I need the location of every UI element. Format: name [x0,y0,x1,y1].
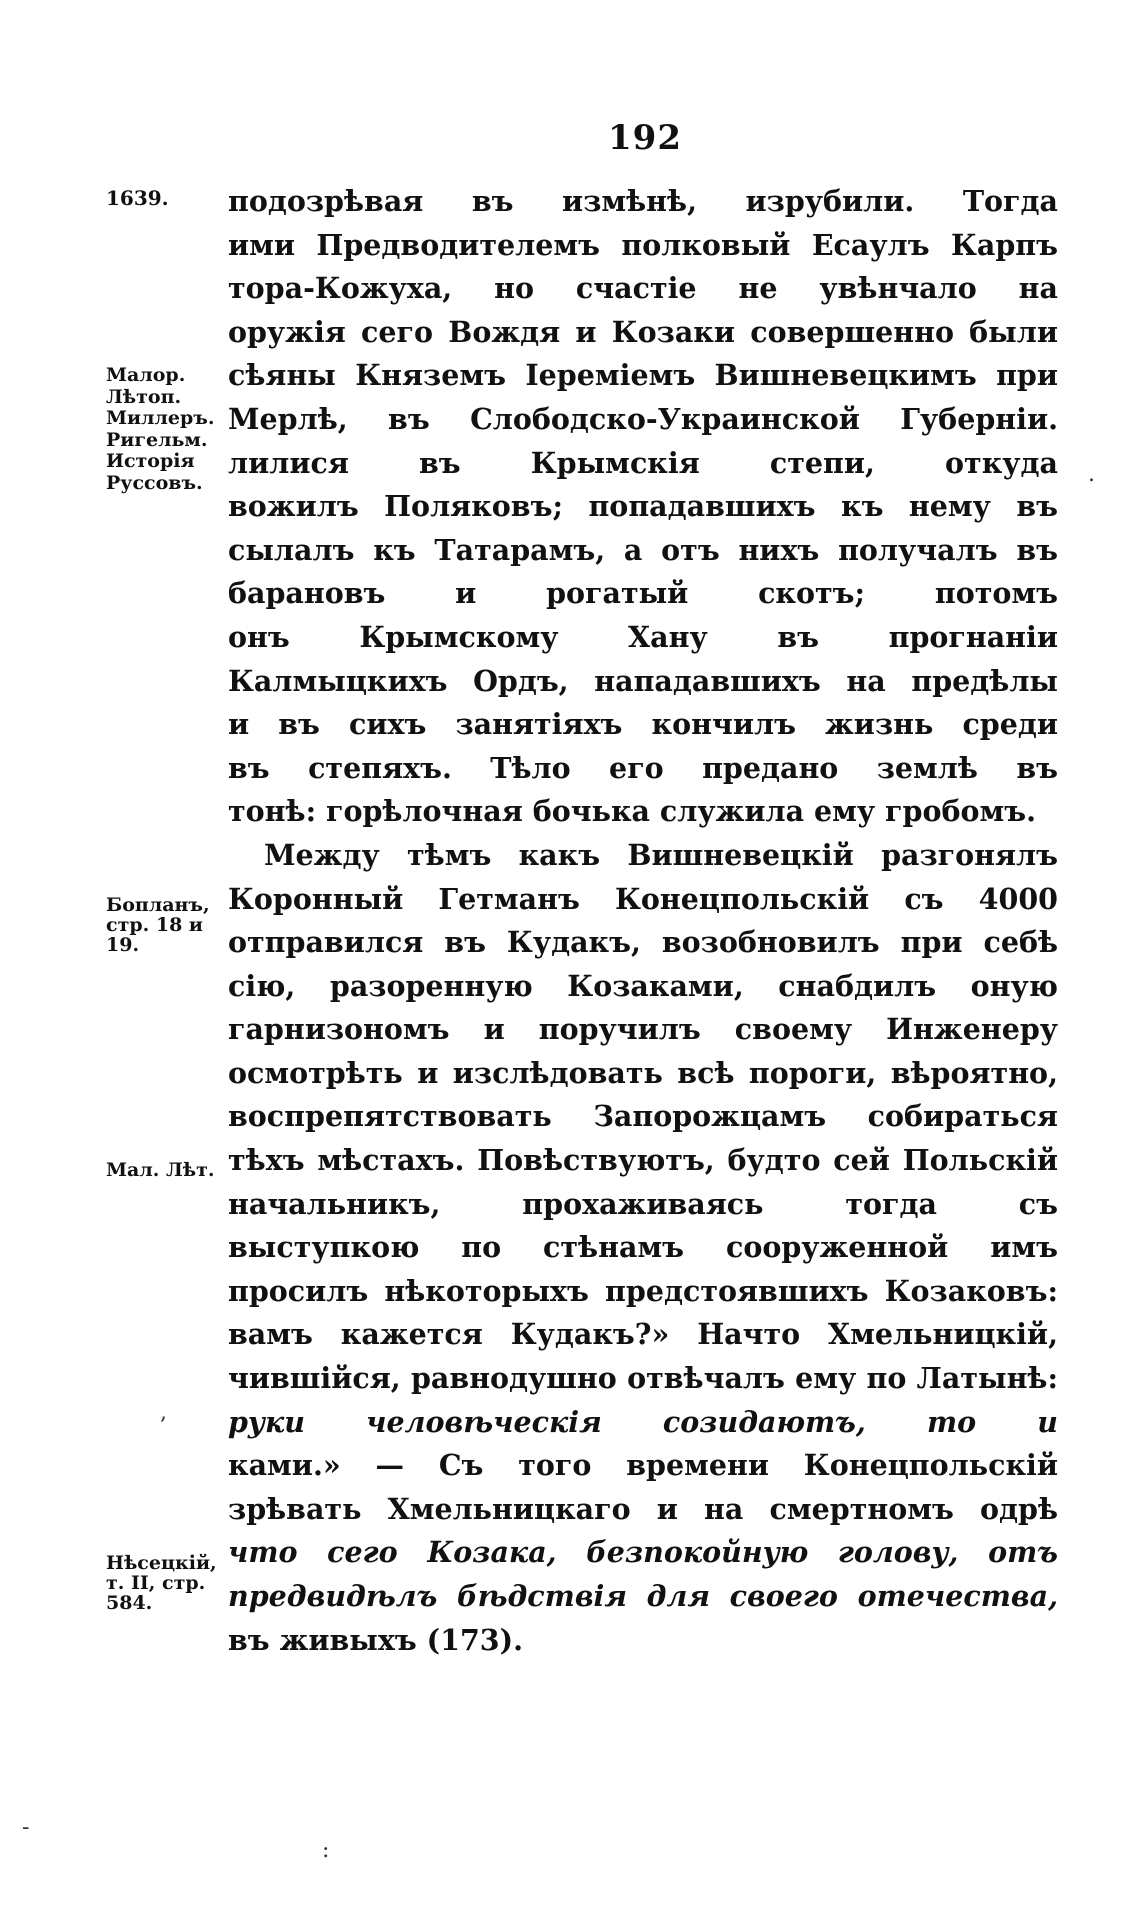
text-line: гарнизономъ и поручилъ своему Инженеру [228,1012,1058,1047]
text-line: сію, разоренную Козаками, снабдилъ оную [228,968,1058,1003]
text-line: тонѣ: горѣлочная бочька служила ему гробомъ. [228,794,1037,829]
text-line: просилъ нѣкоторыхъ предстоявшихъ Козаковъ: [228,1273,1058,1308]
text-line: и въ сихъ занятіяхъ кончилъ жизнь среди [228,707,1058,742]
text-line: чившійся, равнодушно отвѣчалъ ему по Латынѣ: [228,1361,1058,1396]
text-line: оружія сего Вождя и Козаки совершенно были [228,314,1058,349]
text-line: Мерлѣ, въ Слободско-Украинской Губерніи. [228,401,1058,436]
text-line: Между тѣмъ какъ Вишневецкій разгонялъ [264,837,1058,872]
text-line: Коронный Гетманъ Конецпольскій съ 4000 [228,881,1058,916]
text-line: ими Предводителемъ полковый Есаулъ Карпъ [228,227,1058,262]
text-line: въ степяхъ. Тѣло его предано землѣ въ [228,750,1058,785]
margin-note-sources-1: Малор. Лѣтоп. Миллеръ. Ригельм. Исторія Руссовъ. [106,364,215,494]
margin-note-sources-4: Нѣсецкій, т. II, стр. 584. [106,1552,217,1614]
text-line: вожилъ Поляковъ; попадавшихъ къ нему въ [228,489,1058,524]
margin-note-sources-2: Бопланъ, стр. 18 и 19. [106,894,210,956]
text-line: сылалъ къ Татарамъ, а отъ нихъ получалъ въ [228,532,1058,567]
text-line: выступкою по стѣнамъ сооруженной имъ [228,1230,1058,1265]
text-line: тѣхъ мѣстахъ. Повѣствуютъ, будто сей Польскій [228,1143,1058,1178]
page-number: 192 [608,118,682,158]
text-line: барановъ и рогатый скотъ; потомъ [228,576,1058,611]
text-line italic-line: предвидѣлъ бѣдствія для своего отечества, [228,1579,1058,1613]
text-line italic-line: руки человѣческія созидаютъ, то и [228,1404,1058,1439]
text-line: ками.» — Съ того времени Конецпольскій [228,1448,1058,1483]
text-line: въ живыхъ (173). [228,1622,524,1657]
print-speck: - [22,1815,30,1840]
print-speck: : [322,1838,330,1863]
print-speck: . [1088,462,1095,487]
text-line: отправился въ Кудакъ, возобновилъ при себѣ [228,925,1058,960]
text-line: воспрепятствовать Запорожцамъ собираться [228,1099,1058,1134]
text-line: подозрѣвая въ измѣнѣ, изрубили. Тогда [228,184,1058,218]
text-line: тора-Кожуха, но счастіе не увѣнчало на [228,271,1058,306]
text-line: вамъ кажется Кудакъ?» Начто Хмельницкій, [228,1317,1058,1352]
text-line: сѣяны Княземъ Іереміемъ Вишневецкимъ при [228,358,1058,393]
paragraph-1 [228,180,1058,834]
text-line: лилися въ Крымскія степи, откуда [228,445,1058,480]
text-line: онъ Крымскому Хану въ прогнаніи [228,619,1058,654]
text-line: Калмыцкихъ Ордъ, нападавшихъ на предѣлы [228,663,1058,698]
margin-note-sources-3: Мал. Лѣт. [106,1159,215,1181]
text-line: осмотрѣть и изслѣдовать всѣ пороги, вѣроятно, [228,1055,1058,1090]
print-speck: , [160,1400,167,1425]
paragraph-2 [228,834,1058,1662]
text-line: зрѣвать Хмельницкаго и на смертномъ одрѣ [228,1491,1058,1526]
text-line italic-line: что сего Козака, безпокойную голову, отъ [228,1535,1058,1570]
margin-note-year: 1639. [106,186,169,210]
body-text [228,180,1058,1662]
text-line: начальникъ, прохаживаясь тогда съ [228,1186,1058,1221]
